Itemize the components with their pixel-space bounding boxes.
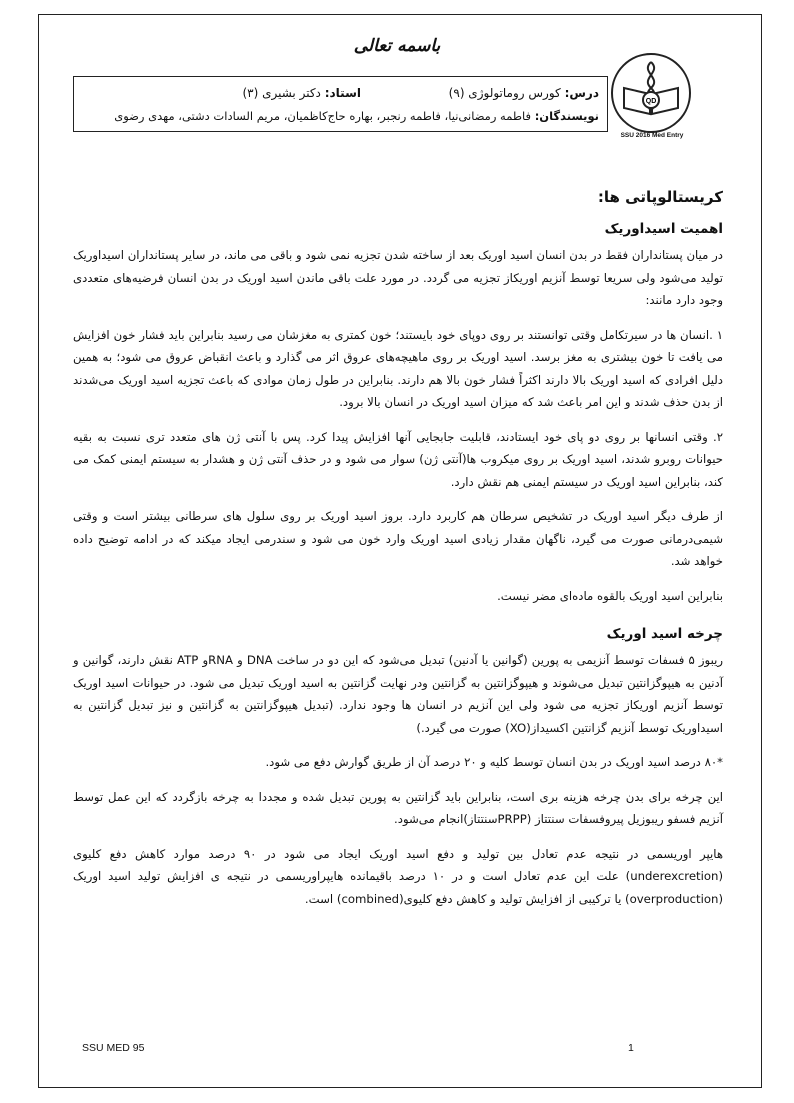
ssu-logo-icon <box>610 52 692 134</box>
logo-caption: SSU 2016 Med Entry <box>620 132 684 139</box>
paragraph-cancer: از طرف دیگر اسید اوریک در تشخیص سرطان هم کاربرد دارد. بروز اسید اوریک بر روی سلول های سرطانی بیشتر است و وقتی شیمی‌درمانی صورت می گیرد، ناگهان مقدار زیادی اسید اوریک وارد خون می شود و سندرمی ایجاد میکند که در ادامه توضیح داده خواهد شد. <box>73 509 723 568</box>
authors-info <box>78 109 599 123</box>
course-label: درس: <box>564 86 599 100</box>
teacher-value: دکتر بشیری (۳) <box>242 86 321 100</box>
logo-mark: QD <box>645 98 657 105</box>
paragraph-hypothesis-2: ۲. وقتی انسانها بر روی دو پای خود ایستادند، قابلیت جابجایی آنها افزایش پیدا کرد. پس با آنتی ژن های متعدد تری نسبت به بقیه حیوانات روبرو شدند، اسید اوریک بر روی میکروب ها(آنتی ژن) سوار می شود و در حذف آنتی ژن و هشدار به سیستم ایمنی کمک می کند، بنابراین اسید اوریک در سیستم ایمنی هم نقش دارد. <box>73 429 723 489</box>
basmala-heading: باسمه تعالی <box>353 36 441 56</box>
course-info-box <box>73 76 608 132</box>
authors-value: فاطمه رمضانی‌نیا، فاطمه رنجبر، بهاره حاج‌کاظمیان، مریم السادات دشتی، مهدی رضوی <box>114 109 532 123</box>
page-number: 1 <box>628 1042 634 1054</box>
paragraph-cycle: ریبوز ۵ فسفات توسط آنزیمی به پورین (گوانین یا آدنین) تبدیل می‌شود که این دو در ساخت DNA و RNAو ATP نقش دارند، گوانین و آدنین به هیپوگزانتین تبدیل می‌شوند و هیپوگزانتین به گزانتین ودر نهایت گزانتین به اسید اوریک تبدیل می شود. در حیوانات اسید اوریک توسط آنزیم اوریکاز تجزیه می شود ولی این آنزیم در انسان ها وجود ندارد. (تبدیل هیپوگزانتین به گزانتین و نیز تبدیل گزانتین به اسیداوریک توسط آنزیم گزانتین اکسیداز(XO) صورت می گیرد.) <box>73 653 723 735</box>
course-value: کورس روماتولوژی (۹) <box>448 86 561 100</box>
section-heading-uric-acid-importance: اهمیت اسیداوریک <box>604 221 723 237</box>
teacher-info <box>242 86 361 100</box>
course-info <box>449 86 599 100</box>
page-title: کریستالوپاتی ها: <box>597 188 723 206</box>
paragraph-prpp: این چرخه برای بدن چرخه هزینه بری است، بنابراین باید گزانتین به پورین تبدیل شده و مجددا به چرخه بازگردد که این عمل توسط آنزیم فسفو ریبوزیل پیروفسفات سنتتاز (PRPPسنتتاز)انجام می‌شود. <box>73 789 723 826</box>
document-body <box>73 180 723 922</box>
paragraph-hyperuricemia: هایپر اوریسمی در نتیجه عدم تعادل بین تولید و دفع اسید اوریک ایجاد می شود در ۹۰ درصد موارد کاهش دفع کلیوی (underexcretion) علت این عدم تعادل است و در ۱۰ درصد باقیمانده هایپراوریسمی در نتیجه ی افزایش تولید اسید اوریک (overproduction) یا ترکیبی از افزایش تولید و کاهش دفع کلیوی(combined) است. <box>73 846 723 906</box>
paragraph-hypothesis-1: ۱ .انسان ها در سیرتکامل وقتی توانستند بر روی دوپای خود بایستند؛ خون کمتری به مغزشان می رسید بنابراین باید فشار خون افزایش می یافت تا خون بیشتری به مغز برسد. اسید اوریک بر روی ماهیچه‌های عروق اثر می گذارد و باعث انقباض عروق می شود؛ به همین دلیل افرادی که اسید اوریک بالا دارند اکثراً فشار خون بالا هم دارند. بنابراین در طول زمان موادی که باعث تجزیه اسید اوریک می‌شدند از بدن حذف شدند و این امر باعث شد که میزان اسید اوریک در انسان بالا برود. <box>73 327 723 409</box>
teacher-label: استاد: <box>324 86 361 100</box>
paragraph-conclusion: بنابراین اسید اوریک بالقوه ماده‌ای مضر نیست. <box>497 588 723 603</box>
section-heading-uric-acid-cycle: چرخه اسید اوریک <box>606 626 723 642</box>
footer-label: SSU MED 95 <box>82 1042 145 1054</box>
paragraph-intro: در میان پستانداران فقط در بدن انسان اسید اوریک بعد از ساخته شدن تجزیه نمی شود و باقی می ماند، در سایر پستانداران اسیداوریک تولید می‌شود ولی سریعا توسط آنزیم اوریکاز تجزیه می گردد. در مورد علت باقی ماندن اسید اوریک در بدن انسان فرضیه‌های متعددی وجود دارد مانند: <box>73 248 723 307</box>
authors-label: نویسندگان: <box>534 109 599 123</box>
paragraph-excretion: *۸۰ درصد اسید اوریک در بدن انسان توسط کلیه و ۲۰ درصد آن از طریق گوارش دفع می شود. <box>265 755 723 769</box>
